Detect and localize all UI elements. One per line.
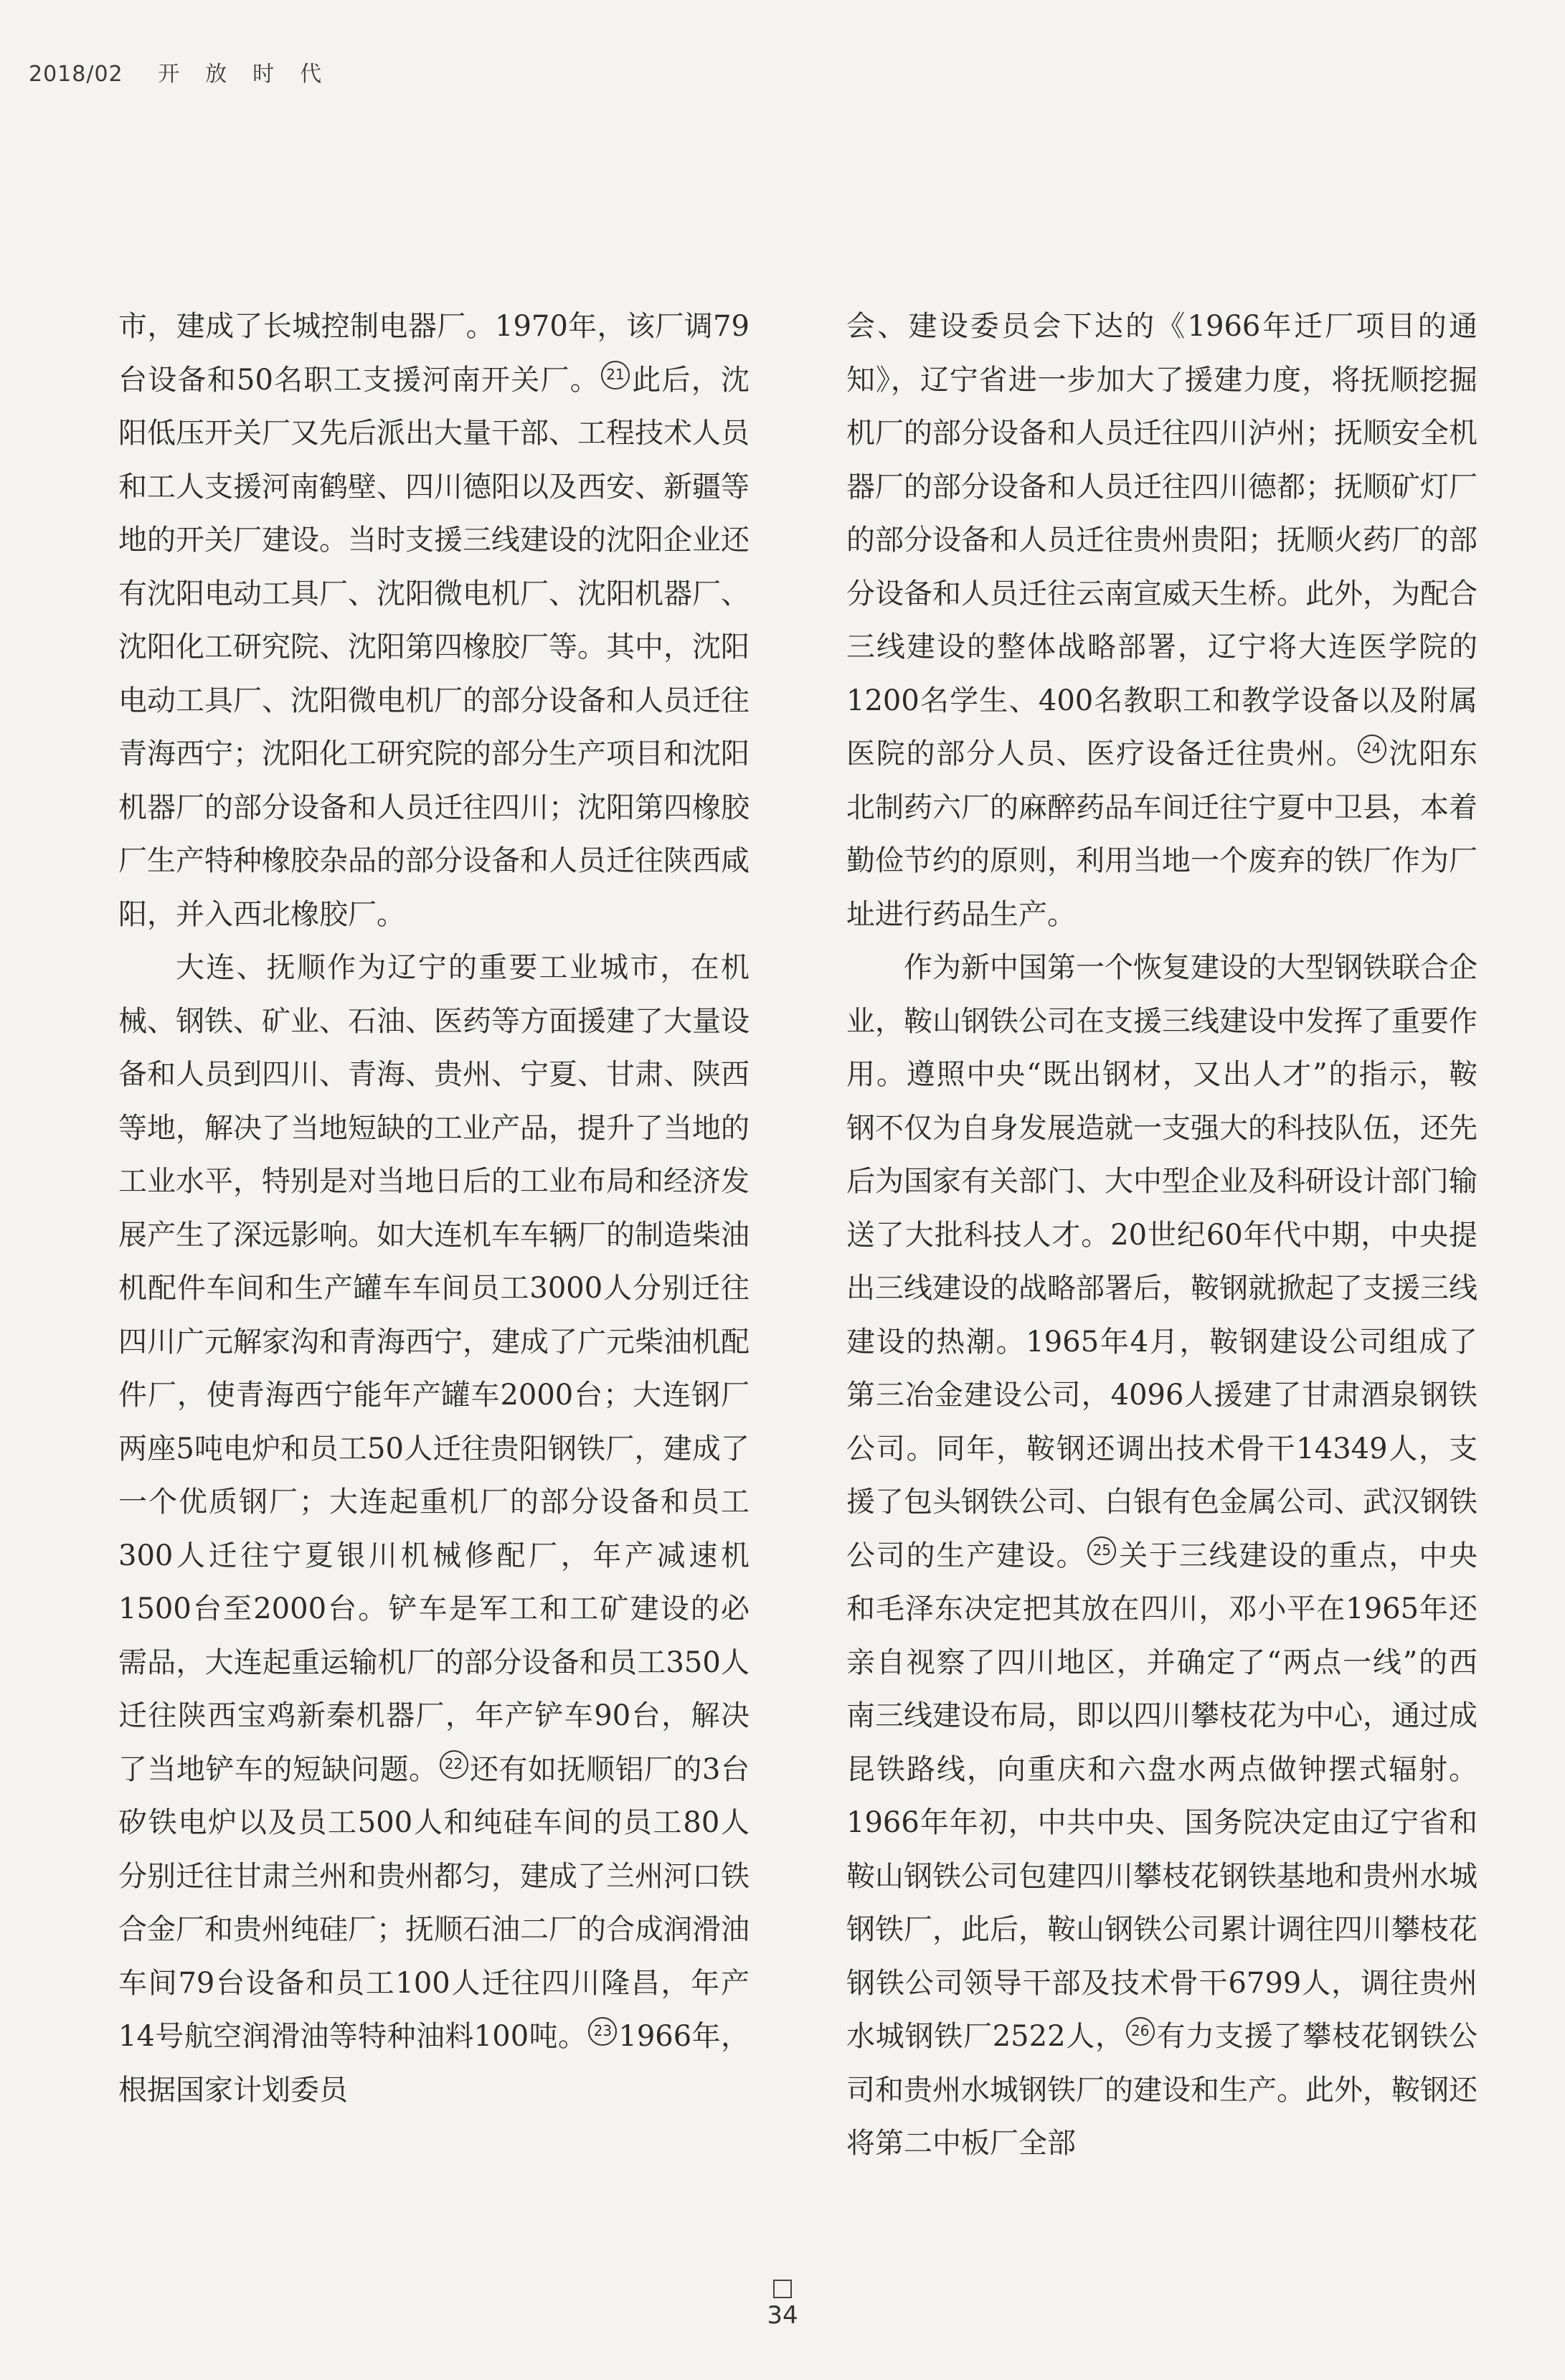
paragraph bbox=[846, 300, 1477, 941]
page-number: 34 bbox=[767, 2301, 798, 2330]
text-run: 还有如抚顺铝厂的3台矽铁电炉以及员工500人和纯硅车间的员工80人分别迁往甘肃兰州和贵州都匀，建成了兰州河口铁合金厂和贵州纯硅厂；抚顺石油二厂的合成润滑油车间79台设备和员工100人迁往四川隆昌，年产14号航空润滑油等特种油料100吨。 bbox=[118, 1752, 750, 2053]
running-header bbox=[29, 56, 347, 88]
footnote-marker: 21 bbox=[601, 361, 630, 389]
text-run: 沈阳东北制药六厂的麻醉药品车间迁往宁夏中卫县，本着勤俭节约的原则，利用当地一个废弃的铁厂作为厂址进行药品生产。 bbox=[846, 737, 1478, 931]
left-column bbox=[118, 300, 750, 2117]
text-run: 关于三线建设的重点，中央和毛泽东决定把其放在四川，邓小平在1965年还亲自视察了四川地区，并确定了“两点一线”的西南三线建设布局，即以四川攀枝花为中心，通过成昆铁路线，向重庆和六盘水两点做钟摆式辐射。1966年年初，中共中央、国务院决定由辽宁省和鞍山钢铁公司包建四川攀枝花钢铁基地和贵州水城钢铁厂，此后，鞍山钢铁公司累计调往四川攀枝花钢铁公司领导干部及技术骨干6799人，调往贵州水城钢铁厂2522人， bbox=[846, 1539, 1478, 2053]
journal-title: 开放时代 bbox=[158, 62, 348, 87]
right-column bbox=[846, 300, 1477, 2171]
page-footer bbox=[0, 2280, 1565, 2330]
text-run: 有力支援了攀枝花钢铁公司和贵州水城钢铁厂的建设和生产。此外，鞍钢还将第二中板厂全部 bbox=[846, 2020, 1478, 2160]
square-icon bbox=[773, 2280, 792, 2298]
paragraph bbox=[118, 300, 750, 941]
footnote-marker: 24 bbox=[1358, 735, 1386, 763]
footnote-marker: 26 bbox=[1126, 2017, 1155, 2046]
text-run: 作为新中国第一个恢复建设的大型钢铁联合企业，鞍山钢铁公司在支援三线建设中发挥了重要作用。遵照中央“既出钢材，又出人才”的指示，鞍钢不仅为自身发展造就一支强大的科技队伍，还先后为国家有关部门、大中型企业及科研设计部门输送了大批科技人才。20世纪60年代中期，中央提出三线建设的战略部署后，鞍钢就掀起了支援三线建设的热潮。1965年4月，鞍钢建设公司组成了第三冶金建设公司，4096人援建了甘肃酒泉钢铁公司。同年，鞍钢还调出技术骨干14349人，支援了包头钢铁公司、白银有色金属公司、武汉钢铁公司的生产建设。 bbox=[846, 951, 1477, 1572]
text-run: 会、建设委员会下达的《1966年迁厂项目的通知》，辽宁省进一步加大了援建力度，将抚顺挖掘机厂的部分设备和人员迁往四川泸州；抚顺安全机器厂的部分设备和人员迁往四川德都；抚顺矿灯厂的部分设备和人员迁往贵州贵阳；抚顺火药厂的部分设备和人员迁往云南宣威天生桥。此外，为配合三线建设的整体战略部署，辽宁将大连医学院的1200名学生、400名教职工和教学设备以及附属医院的部分人员、医疗设备迁往贵州。 bbox=[846, 310, 1477, 770]
footnote-marker: 23 bbox=[588, 2017, 617, 2046]
paragraph bbox=[118, 941, 750, 2117]
text-run: 市，建成了长城控制电器厂。1970年，该厂调79台设备和50名职工支援河南开关厂。 bbox=[118, 310, 750, 397]
text-run: 此后，沈阳低压开关厂又先后派出大量干部、工程技术人员和工人支援河南鹤壁、四川德阳以及西安、新疆等地的开关厂建设。当时支援三线建设的沈阳企业还有沈阳电动工具厂、沈阳微电机厂、沈阳机器厂、沈阳化工研究院、沈阳第四橡胶厂等。其中，沈阳电动工具厂、沈阳微电机厂的部分设备和人员迁往青海西宁；沈阳化工研究院的部分生产项目和沈阳机器厂的部分设备和人员迁往四川；沈阳第四橡胶厂生产特种橡胶杂品的部分设备和人员迁往陕西咸阳，并入西北橡胶厂。 bbox=[118, 363, 750, 931]
paragraph bbox=[846, 941, 1477, 2171]
text-run: 大连、抚顺作为辽宁的重要工业城市，在机械、钢铁、矿业、石油、医药等方面援建了大量设备和人员到四川、青海、贵州、宁夏、甘肃、陕西等地，解决了当地短缺的工业产品，提升了当地的工业水平，特别是对当地日后的工业布局和经济发展产生了深远影响。如大连机车车辆厂的制造柴油机配件车间和生产罐车车间员工3000人分别迁往四川广元解家沟和青海西宁，建成了广元柴油机配件厂，使青海西宁能年产罐车2000台；大连钢厂两座5吨电炉和员工50人迁往贵阳钢铁厂，建成了一个优质钢厂；大连起重机厂的部分设备和员工300人迁往宁夏银川机械修配厂，年产减速机1500台至2000台。铲车是军工和工矿建设的必需品，大连起重运输机厂的部分设备和员工350人迁往陕西宝鸡新秦机器厂，年产铲车90台，解决了当地铲车的短缺问题。 bbox=[118, 951, 750, 1786]
footnote-marker: 25 bbox=[1087, 1536, 1116, 1565]
issue-number: 2018/02 bbox=[29, 62, 123, 87]
footnote-marker: 22 bbox=[440, 1750, 468, 1779]
text-run: 1966年，根据国家计划委员 bbox=[118, 2020, 750, 2107]
